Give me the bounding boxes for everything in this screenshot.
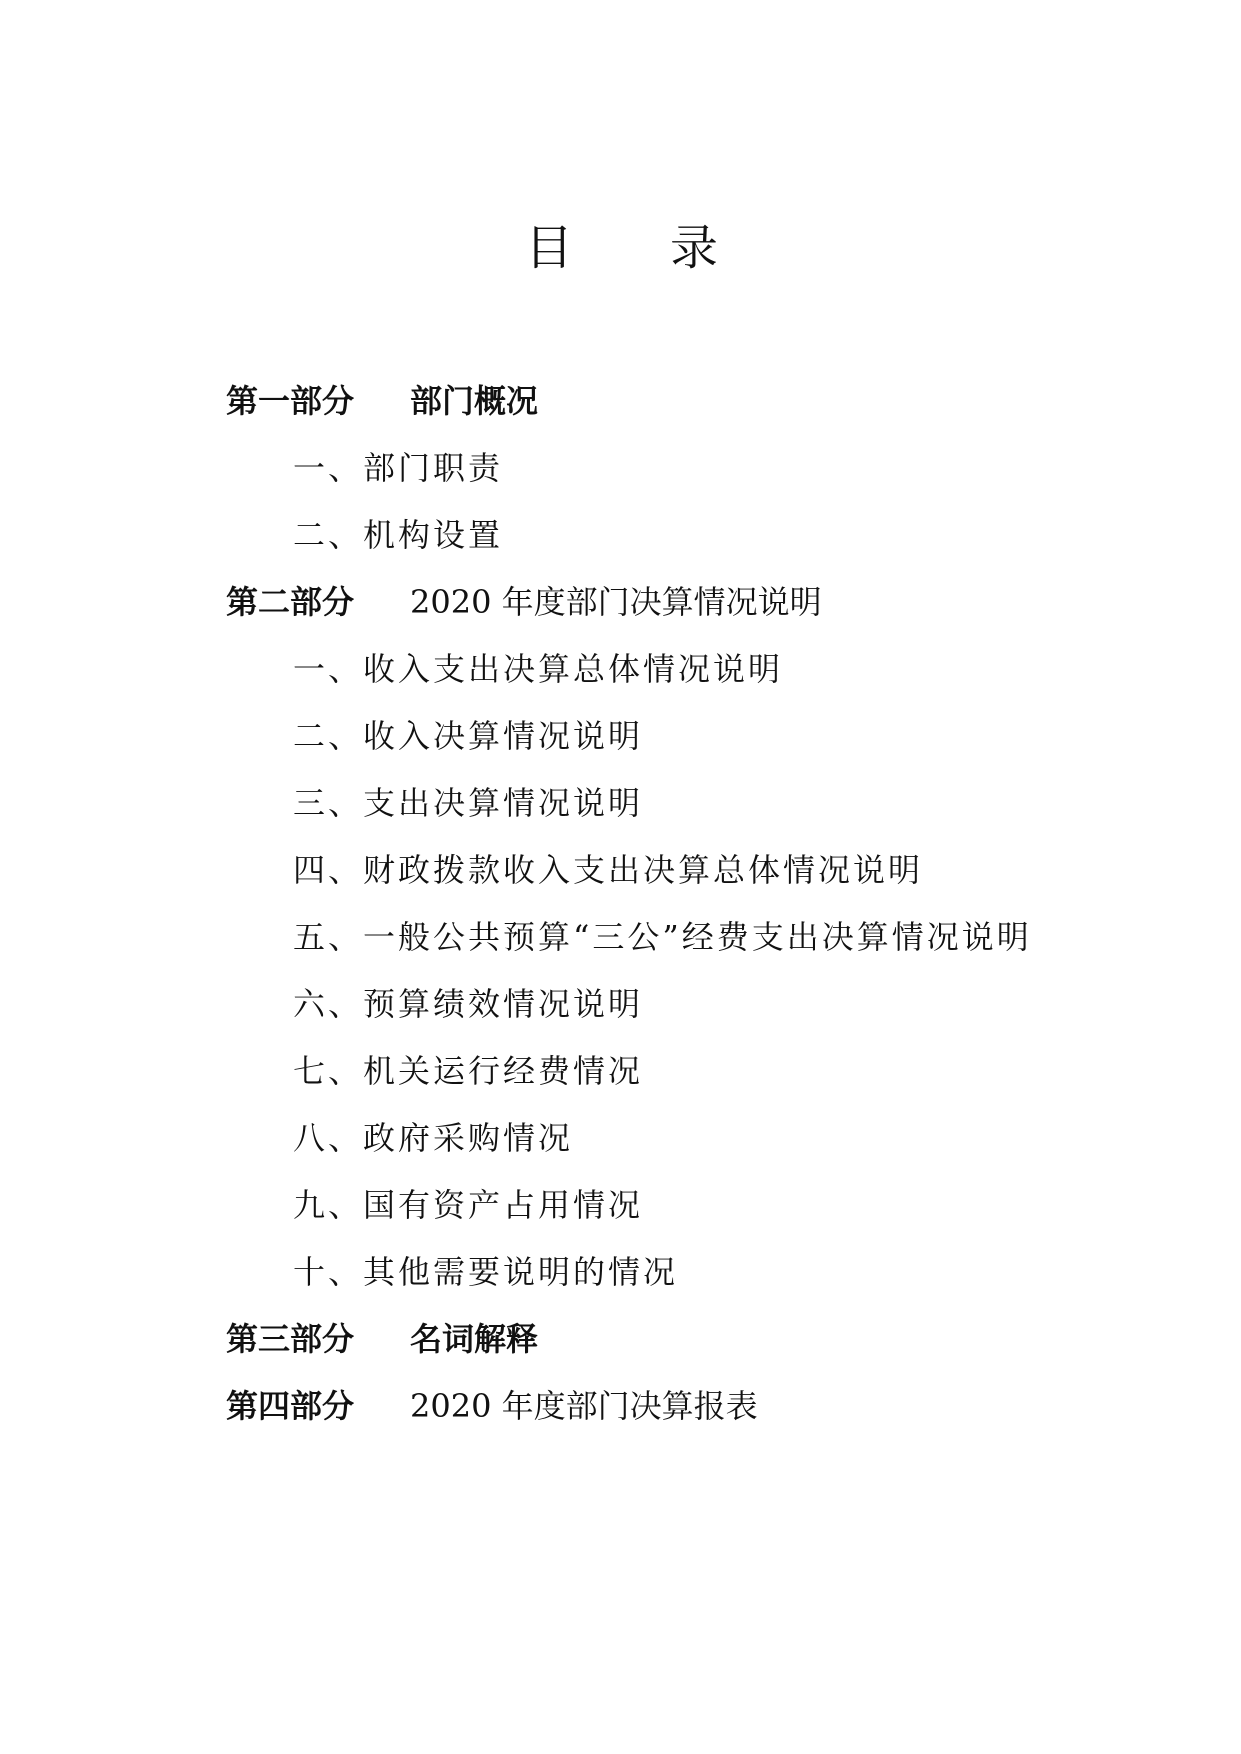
toc-item-text: 六、预算绩效情况说明 <box>293 985 644 1023</box>
toc-item-2-6[interactable] <box>0 981 1241 1027</box>
toc-item-2-1[interactable] <box>0 646 1241 692</box>
toc-item-text: 九、国有资产占用情况 <box>293 1186 644 1224</box>
toc-item-1-1[interactable] <box>0 445 1241 491</box>
toc-part-3[interactable] <box>0 1316 1241 1362</box>
title-char-2: 录 <box>670 220 719 276</box>
toc-item-text: 二、收入决算情况说明 <box>293 717 644 755</box>
toc-part-number: 第四部分 <box>226 1387 355 1425</box>
toc-part-2[interactable] <box>0 579 1241 625</box>
toc-item-1-2[interactable] <box>0 512 1241 558</box>
toc-part-number: 第二部分 <box>226 583 355 621</box>
toc-item-2-8[interactable] <box>0 1115 1241 1161</box>
toc-item-2-5[interactable] <box>0 914 1241 960</box>
toc-item-text: 八、政府采购情况 <box>293 1119 574 1157</box>
toc-item-text: 二、机构设置 <box>293 516 504 554</box>
toc-item-2-3[interactable] <box>0 780 1241 826</box>
toc-part-name: 2020 年度部门决算情况说明 <box>410 583 822 621</box>
toc-part-name: 名词解释 <box>410 1320 539 1358</box>
toc-item-text: 一、部门职责 <box>293 449 504 487</box>
toc-item-text: 四、财政拨款收入支出决算总体情况说明 <box>293 851 924 889</box>
toc-part-number: 第一部分 <box>226 382 355 420</box>
title-char-1: 目 <box>525 220 574 276</box>
toc-item-text: 一、收入支出决算总体情况说明 <box>293 650 784 688</box>
toc-item-2-10[interactable] <box>0 1249 1241 1295</box>
toc-part-4[interactable] <box>0 1383 1241 1429</box>
toc-item-text: 七、机关运行经费情况 <box>293 1052 644 1090</box>
toc-item-2-7[interactable] <box>0 1048 1241 1094</box>
toc-item-text: 五、一般公共预算“三公”经费支出决算情况说明 <box>293 918 1032 956</box>
toc-item-2-4[interactable] <box>0 847 1241 893</box>
toc-part-name: 2020 年度部门决算报表 <box>410 1387 758 1425</box>
toc-part-name: 部门概况 <box>410 382 539 420</box>
toc-item-2-9[interactable] <box>0 1182 1241 1228</box>
toc-part-1[interactable] <box>0 378 1241 424</box>
toc-item-text: 十、其他需要说明的情况 <box>293 1253 679 1291</box>
toc-item-2-2[interactable] <box>0 713 1241 759</box>
toc-item-text: 三、支出决算情况说明 <box>293 784 644 822</box>
toc-part-number: 第三部分 <box>226 1320 355 1358</box>
